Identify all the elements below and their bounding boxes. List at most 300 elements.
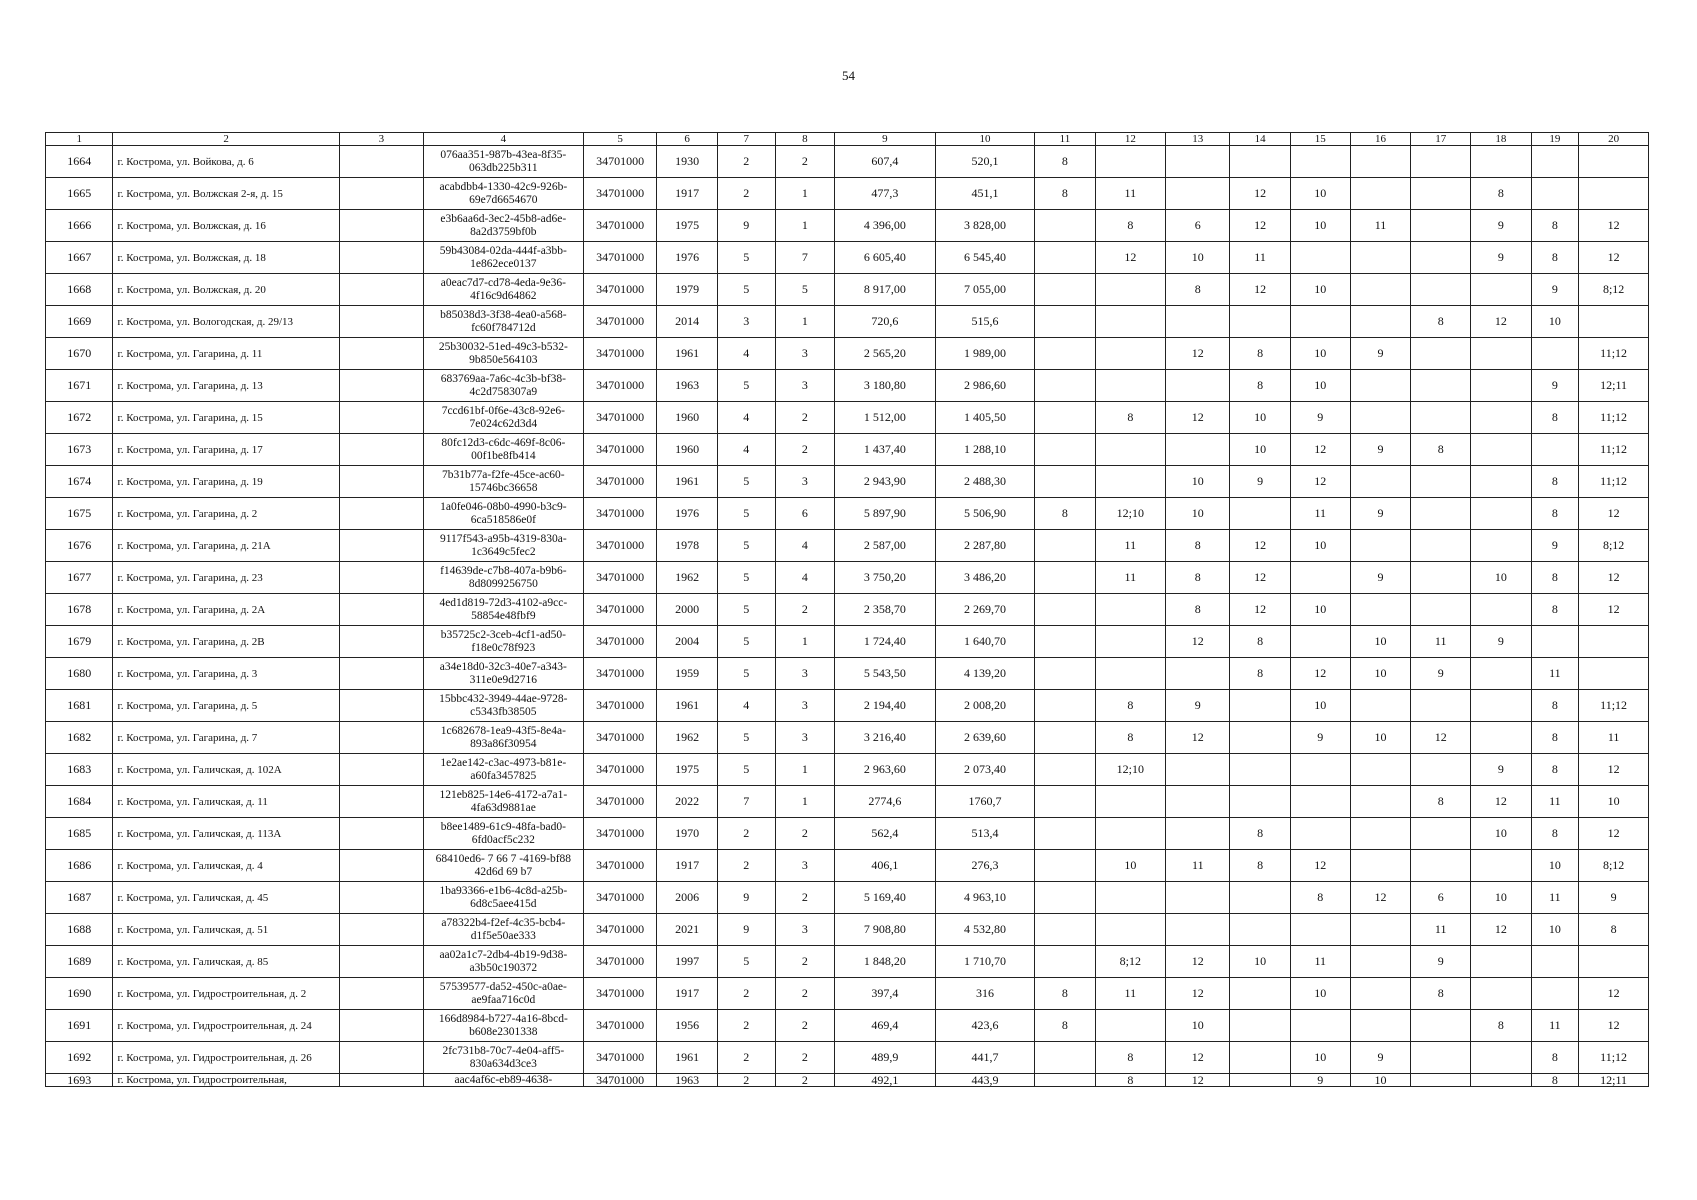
works-year-cell: 9 bbox=[1290, 722, 1350, 754]
works-year-cell: 9 bbox=[1471, 754, 1531, 786]
works-year-cell bbox=[1471, 530, 1531, 562]
works-year-cell: 12 bbox=[1230, 562, 1290, 594]
works-year-cell bbox=[1035, 946, 1095, 978]
oktmo-cell: 34701000 bbox=[583, 978, 657, 1010]
works-year-cell: 10 bbox=[1471, 882, 1531, 914]
works-year-cell bbox=[1166, 658, 1230, 690]
works-year-cell bbox=[1531, 626, 1579, 658]
table-row bbox=[46, 850, 1649, 882]
works-year-cell bbox=[1095, 786, 1166, 818]
works-year-cell bbox=[1350, 754, 1410, 786]
total-area-cell: 3 216,40 bbox=[834, 722, 935, 754]
row-number-cell: 1686 bbox=[46, 850, 113, 882]
entrances-cell: 3 bbox=[775, 722, 834, 754]
row-number-cell: 1691 bbox=[46, 1010, 113, 1042]
works-year-cell bbox=[1350, 978, 1410, 1010]
works-year-cell bbox=[1095, 882, 1166, 914]
works-year-cell bbox=[1095, 1010, 1166, 1042]
entrances-cell: 6 bbox=[775, 498, 834, 530]
total-area-cell: 4 396,00 bbox=[834, 210, 935, 242]
works-year-cell: 8 bbox=[1531, 562, 1579, 594]
entrances-cell: 3 bbox=[775, 658, 834, 690]
empty-cell bbox=[339, 434, 423, 466]
living-area-cell: 4 963,10 bbox=[935, 882, 1035, 914]
living-area-cell: 441,7 bbox=[935, 1042, 1035, 1074]
works-year-cell bbox=[1411, 818, 1471, 850]
year-built-cell: 2014 bbox=[657, 306, 717, 338]
row-number-cell: 1679 bbox=[46, 626, 113, 658]
total-area-cell: 5 169,40 bbox=[834, 882, 935, 914]
column-number-header: 16 bbox=[1350, 133, 1410, 146]
total-area-cell: 5 897,90 bbox=[834, 498, 935, 530]
column-number-header: 14 bbox=[1230, 133, 1290, 146]
address-cell: г. Кострома, ул. Гагарина, д. 2А bbox=[113, 594, 339, 626]
works-year-cell bbox=[1035, 594, 1095, 626]
table-row bbox=[46, 338, 1649, 370]
empty-cell bbox=[339, 242, 423, 274]
works-year-cell: 10 bbox=[1095, 850, 1166, 882]
year-built-cell: 1978 bbox=[657, 530, 717, 562]
fias-guid-cell: aac4af6c-eb89-4638- bbox=[423, 1074, 583, 1087]
floors-cell: 5 bbox=[717, 562, 775, 594]
works-year-cell: 12 bbox=[1290, 434, 1350, 466]
column-number-header: 13 bbox=[1166, 133, 1230, 146]
works-year-cell: 11;12 bbox=[1579, 434, 1649, 466]
floors-cell: 9 bbox=[717, 882, 775, 914]
works-year-cell: 8 bbox=[1531, 242, 1579, 274]
works-year-cell: 8 bbox=[1166, 594, 1230, 626]
works-year-cell: 12 bbox=[1579, 242, 1649, 274]
empty-cell bbox=[339, 818, 423, 850]
year-built-cell: 1997 bbox=[657, 946, 717, 978]
works-year-cell bbox=[1230, 690, 1290, 722]
oktmo-cell: 34701000 bbox=[583, 306, 657, 338]
works-year-cell: 10 bbox=[1290, 370, 1350, 402]
works-year-cell: 10 bbox=[1579, 786, 1649, 818]
address-cell: г. Кострома, ул. Гагарина, д. 7 bbox=[113, 722, 339, 754]
works-year-cell: 10 bbox=[1230, 946, 1290, 978]
living-area-cell: 1 710,70 bbox=[935, 946, 1035, 978]
works-year-cell bbox=[1471, 402, 1531, 434]
year-built-cell: 1960 bbox=[657, 434, 717, 466]
row-number-cell: 1666 bbox=[46, 210, 113, 242]
total-area-cell: 2 963,60 bbox=[834, 754, 935, 786]
works-year-cell bbox=[1350, 402, 1410, 434]
total-area-cell: 3 180,80 bbox=[834, 370, 935, 402]
empty-cell bbox=[339, 562, 423, 594]
works-year-cell: 10 bbox=[1166, 242, 1230, 274]
fias-guid-cell: 2fc731b8-70c7-4e04-aff5-830a634d3ce3 bbox=[423, 1042, 583, 1074]
works-year-cell: 12;11 bbox=[1579, 370, 1649, 402]
column-number-header: 17 bbox=[1411, 133, 1471, 146]
total-area-cell: 1 437,40 bbox=[834, 434, 935, 466]
address-cell: г. Кострома, ул. Волжская 2-я, д. 15 bbox=[113, 178, 339, 210]
works-year-cell: 8 bbox=[1095, 690, 1166, 722]
works-year-cell: 10 bbox=[1290, 530, 1350, 562]
fias-guid-cell: 57539577-da52-450c-a0ae-ae9faa716c0d bbox=[423, 978, 583, 1010]
column-number-header-row bbox=[46, 133, 1649, 146]
year-built-cell: 1917 bbox=[657, 978, 717, 1010]
works-year-cell: 11;12 bbox=[1579, 1042, 1649, 1074]
fias-guid-cell: 9117f543-a95b-4319-830a-1c3649c5fec2 bbox=[423, 530, 583, 562]
floors-cell: 5 bbox=[717, 594, 775, 626]
works-year-cell bbox=[1350, 466, 1410, 498]
column-number-header: 1 bbox=[46, 133, 113, 146]
empty-cell bbox=[339, 786, 423, 818]
year-built-cell: 1963 bbox=[657, 370, 717, 402]
oktmo-cell: 34701000 bbox=[583, 146, 657, 178]
oktmo-cell: 34701000 bbox=[583, 882, 657, 914]
total-area-cell: 607,4 bbox=[834, 146, 935, 178]
empty-cell bbox=[339, 882, 423, 914]
works-year-cell bbox=[1471, 1074, 1531, 1087]
living-area-cell: 6 545,40 bbox=[935, 242, 1035, 274]
works-year-cell bbox=[1290, 146, 1350, 178]
works-year-cell bbox=[1290, 1010, 1350, 1042]
floors-cell: 2 bbox=[717, 146, 775, 178]
address-cell: г. Кострома, ул. Гидростроительная, д. 26 bbox=[113, 1042, 339, 1074]
living-area-cell: 2 986,60 bbox=[935, 370, 1035, 402]
works-year-cell bbox=[1166, 818, 1230, 850]
works-year-cell bbox=[1471, 850, 1531, 882]
floors-cell: 5 bbox=[717, 658, 775, 690]
works-year-cell bbox=[1095, 466, 1166, 498]
works-year-cell: 10 bbox=[1166, 1010, 1230, 1042]
row-number-cell: 1664 bbox=[46, 146, 113, 178]
address-cell: г. Кострома, ул. Галичская, д. 113А bbox=[113, 818, 339, 850]
works-year-cell bbox=[1035, 722, 1095, 754]
address-cell: г. Кострома, ул. Гагарина, д. 2 bbox=[113, 498, 339, 530]
works-year-cell: 10 bbox=[1290, 210, 1350, 242]
entrances-cell: 3 bbox=[775, 850, 834, 882]
row-number-cell: 1692 bbox=[46, 1042, 113, 1074]
table-row bbox=[46, 594, 1649, 626]
row-number-cell: 1668 bbox=[46, 274, 113, 306]
table-row bbox=[46, 1074, 1649, 1087]
living-area-cell: 316 bbox=[935, 978, 1035, 1010]
works-year-cell bbox=[1035, 306, 1095, 338]
address-cell: г. Кострома, ул. Волжская, д. 18 bbox=[113, 242, 339, 274]
total-area-cell: 2 194,40 bbox=[834, 690, 935, 722]
works-year-cell: 10 bbox=[1350, 626, 1410, 658]
works-year-cell bbox=[1471, 946, 1531, 978]
works-year-cell bbox=[1095, 594, 1166, 626]
living-area-cell: 515,6 bbox=[935, 306, 1035, 338]
works-year-cell: 9 bbox=[1350, 434, 1410, 466]
living-area-cell: 2 269,70 bbox=[935, 594, 1035, 626]
empty-cell bbox=[339, 530, 423, 562]
works-year-cell: 8 bbox=[1035, 178, 1095, 210]
works-year-cell: 8 bbox=[1095, 1042, 1166, 1074]
works-year-cell: 12 bbox=[1579, 754, 1649, 786]
works-year-cell: 10 bbox=[1290, 274, 1350, 306]
fias-guid-cell: f14639de-c7b8-407a-b9b6-8d8099256750 bbox=[423, 562, 583, 594]
living-area-cell: 2 073,40 bbox=[935, 754, 1035, 786]
works-year-cell bbox=[1471, 274, 1531, 306]
works-year-cell bbox=[1290, 562, 1350, 594]
works-year-cell: 12 bbox=[1166, 402, 1230, 434]
works-year-cell bbox=[1411, 754, 1471, 786]
works-year-cell bbox=[1095, 914, 1166, 946]
row-number-cell: 1671 bbox=[46, 370, 113, 402]
works-year-cell bbox=[1471, 690, 1531, 722]
fias-guid-cell: 68410ed6- 7 66 7 -4169-bf88 42d6d 69 b7 bbox=[423, 850, 583, 882]
floors-cell: 9 bbox=[717, 914, 775, 946]
works-year-cell: 9 bbox=[1350, 1042, 1410, 1074]
works-year-cell bbox=[1166, 786, 1230, 818]
works-year-cell: 8 bbox=[1095, 210, 1166, 242]
year-built-cell: 1970 bbox=[657, 818, 717, 850]
entrances-cell: 3 bbox=[775, 690, 834, 722]
entrances-cell: 1 bbox=[775, 178, 834, 210]
works-year-cell bbox=[1411, 530, 1471, 562]
year-built-cell: 2004 bbox=[657, 626, 717, 658]
works-year-cell: 10 bbox=[1166, 498, 1230, 530]
works-year-cell bbox=[1095, 658, 1166, 690]
oktmo-cell: 34701000 bbox=[583, 242, 657, 274]
living-area-cell: 2 488,30 bbox=[935, 466, 1035, 498]
entrances-cell: 3 bbox=[775, 338, 834, 370]
works-year-cell bbox=[1095, 818, 1166, 850]
works-year-cell bbox=[1290, 306, 1350, 338]
works-year-cell bbox=[1290, 786, 1350, 818]
living-area-cell: 513,4 bbox=[935, 818, 1035, 850]
row-number-cell: 1669 bbox=[46, 306, 113, 338]
works-year-cell: 8 bbox=[1095, 402, 1166, 434]
row-number-cell: 1682 bbox=[46, 722, 113, 754]
oktmo-cell: 34701000 bbox=[583, 178, 657, 210]
works-year-cell: 8 bbox=[1230, 658, 1290, 690]
works-year-cell bbox=[1350, 530, 1410, 562]
year-built-cell: 1961 bbox=[657, 1042, 717, 1074]
oktmo-cell: 34701000 bbox=[583, 658, 657, 690]
row-number-cell: 1670 bbox=[46, 338, 113, 370]
works-year-cell: 12 bbox=[1350, 882, 1410, 914]
floors-cell: 5 bbox=[717, 466, 775, 498]
works-year-cell: 12 bbox=[1579, 978, 1649, 1010]
works-year-cell bbox=[1579, 178, 1649, 210]
column-number-header: 15 bbox=[1290, 133, 1350, 146]
floors-cell: 4 bbox=[717, 402, 775, 434]
works-year-cell: 8 bbox=[1471, 1010, 1531, 1042]
table-row bbox=[46, 562, 1649, 594]
table-row bbox=[46, 370, 1649, 402]
floors-cell: 5 bbox=[717, 370, 775, 402]
works-year-cell: 11 bbox=[1350, 210, 1410, 242]
works-year-cell: 8;12 bbox=[1579, 850, 1649, 882]
works-year-cell: 12 bbox=[1230, 274, 1290, 306]
works-year-cell: 9 bbox=[1166, 690, 1230, 722]
works-year-cell bbox=[1166, 306, 1230, 338]
works-year-cell bbox=[1411, 594, 1471, 626]
living-area-cell: 3 486,20 bbox=[935, 562, 1035, 594]
year-built-cell: 1960 bbox=[657, 402, 717, 434]
empty-cell bbox=[339, 1074, 423, 1087]
oktmo-cell: 34701000 bbox=[583, 1042, 657, 1074]
address-cell: г. Кострома, ул. Гагарина, д. 23 bbox=[113, 562, 339, 594]
oktmo-cell: 34701000 bbox=[583, 338, 657, 370]
row-number-cell: 1681 bbox=[46, 690, 113, 722]
address-cell: г. Кострома, ул. Войкова, д. 6 bbox=[113, 146, 339, 178]
works-year-cell bbox=[1411, 690, 1471, 722]
total-area-cell: 2774,6 bbox=[834, 786, 935, 818]
year-built-cell: 1975 bbox=[657, 210, 717, 242]
works-year-cell: 8 bbox=[1579, 914, 1649, 946]
address-cell: г. Кострома, ул. Гагарина, д. 11 bbox=[113, 338, 339, 370]
works-year-cell bbox=[1579, 146, 1649, 178]
year-built-cell: 1975 bbox=[657, 754, 717, 786]
works-year-cell: 10 bbox=[1531, 850, 1579, 882]
works-year-cell: 10 bbox=[1290, 978, 1350, 1010]
year-built-cell: 2006 bbox=[657, 882, 717, 914]
empty-cell bbox=[339, 498, 423, 530]
works-year-cell: 10 bbox=[1290, 338, 1350, 370]
table-row bbox=[46, 818, 1649, 850]
works-year-cell bbox=[1230, 722, 1290, 754]
works-year-cell bbox=[1411, 370, 1471, 402]
works-year-cell: 8 bbox=[1411, 434, 1471, 466]
empty-cell bbox=[339, 402, 423, 434]
oktmo-cell: 34701000 bbox=[583, 274, 657, 306]
works-year-cell bbox=[1411, 338, 1471, 370]
works-year-cell: 12 bbox=[1290, 850, 1350, 882]
oktmo-cell: 34701000 bbox=[583, 818, 657, 850]
works-year-cell bbox=[1471, 658, 1531, 690]
oktmo-cell: 34701000 bbox=[583, 1010, 657, 1042]
total-area-cell: 3 750,20 bbox=[834, 562, 935, 594]
works-year-cell: 11 bbox=[1531, 786, 1579, 818]
total-area-cell: 406,1 bbox=[834, 850, 935, 882]
works-year-cell: 8 bbox=[1411, 786, 1471, 818]
works-year-cell bbox=[1350, 818, 1410, 850]
fias-guid-cell: acabdbb4-1330-42c9-926b-69e7d6654670 bbox=[423, 178, 583, 210]
works-year-cell bbox=[1166, 146, 1230, 178]
total-area-cell: 562,4 bbox=[834, 818, 935, 850]
entrances-cell: 2 bbox=[775, 978, 834, 1010]
works-year-cell bbox=[1035, 466, 1095, 498]
column-number-header: 3 bbox=[339, 133, 423, 146]
table-row bbox=[46, 690, 1649, 722]
floors-cell: 5 bbox=[717, 530, 775, 562]
entrances-cell: 2 bbox=[775, 1010, 834, 1042]
works-year-cell: 8 bbox=[1035, 146, 1095, 178]
year-built-cell: 1961 bbox=[657, 690, 717, 722]
works-year-cell: 12 bbox=[1230, 594, 1290, 626]
total-area-cell: 2 358,70 bbox=[834, 594, 935, 626]
column-number-header: 20 bbox=[1579, 133, 1649, 146]
works-year-cell bbox=[1471, 338, 1531, 370]
works-year-cell bbox=[1471, 978, 1531, 1010]
works-year-cell: 9 bbox=[1230, 466, 1290, 498]
entrances-cell: 2 bbox=[775, 594, 834, 626]
column-number-header: 19 bbox=[1531, 133, 1579, 146]
works-year-cell bbox=[1579, 658, 1649, 690]
total-area-cell: 1 512,00 bbox=[834, 402, 935, 434]
entrances-cell: 2 bbox=[775, 882, 834, 914]
oktmo-cell: 34701000 bbox=[583, 754, 657, 786]
table-row bbox=[46, 1042, 1649, 1074]
works-year-cell: 11 bbox=[1411, 626, 1471, 658]
works-year-cell bbox=[1290, 626, 1350, 658]
year-built-cell: 1961 bbox=[657, 338, 717, 370]
works-year-cell bbox=[1095, 434, 1166, 466]
works-year-cell bbox=[1035, 338, 1095, 370]
entrances-cell: 1 bbox=[775, 626, 834, 658]
works-year-cell: 11;12 bbox=[1579, 466, 1649, 498]
works-year-cell: 6 bbox=[1411, 882, 1471, 914]
works-year-cell bbox=[1166, 434, 1230, 466]
empty-cell bbox=[339, 370, 423, 402]
works-year-cell: 10 bbox=[1290, 178, 1350, 210]
works-year-cell bbox=[1035, 530, 1095, 562]
entrances-cell: 2 bbox=[775, 434, 834, 466]
works-year-cell: 8 bbox=[1230, 818, 1290, 850]
works-year-cell: 8 bbox=[1531, 594, 1579, 626]
works-year-cell bbox=[1471, 1042, 1531, 1074]
works-year-cell: 12 bbox=[1579, 818, 1649, 850]
floors-cell: 5 bbox=[717, 498, 775, 530]
works-year-cell bbox=[1035, 370, 1095, 402]
floors-cell: 2 bbox=[717, 978, 775, 1010]
works-year-cell: 12 bbox=[1411, 722, 1471, 754]
column-number-header: 7 bbox=[717, 133, 775, 146]
works-year-cell: 10 bbox=[1531, 306, 1579, 338]
total-area-cell: 477,3 bbox=[834, 178, 935, 210]
works-year-cell: 11;12 bbox=[1579, 690, 1649, 722]
column-number-header: 9 bbox=[834, 133, 935, 146]
works-year-cell bbox=[1471, 594, 1531, 626]
works-year-cell bbox=[1411, 242, 1471, 274]
works-year-cell bbox=[1471, 466, 1531, 498]
entrances-cell: 1 bbox=[775, 306, 834, 338]
works-year-cell bbox=[1035, 402, 1095, 434]
works-year-cell bbox=[1230, 754, 1290, 786]
entrances-cell: 3 bbox=[775, 914, 834, 946]
works-year-cell: 8 bbox=[1035, 978, 1095, 1010]
works-year-cell: 12 bbox=[1579, 594, 1649, 626]
address-cell: г. Кострома, ул. Гидростроительная, д. 24 bbox=[113, 1010, 339, 1042]
table-row bbox=[46, 882, 1649, 914]
empty-cell bbox=[339, 210, 423, 242]
works-year-cell: 12 bbox=[1230, 530, 1290, 562]
empty-cell bbox=[339, 722, 423, 754]
entrances-cell: 1 bbox=[775, 786, 834, 818]
works-year-cell bbox=[1035, 1042, 1095, 1074]
works-year-cell bbox=[1531, 434, 1579, 466]
year-built-cell: 1976 bbox=[657, 498, 717, 530]
fias-guid-cell: aa02a1c7-2db4-4b19-9d38-a3b50c190372 bbox=[423, 946, 583, 978]
works-year-cell: 11 bbox=[1095, 178, 1166, 210]
year-built-cell: 2021 bbox=[657, 914, 717, 946]
living-area-cell: 443,9 bbox=[935, 1074, 1035, 1087]
floors-cell: 4 bbox=[717, 338, 775, 370]
works-year-cell bbox=[1290, 914, 1350, 946]
works-year-cell bbox=[1095, 306, 1166, 338]
year-built-cell: 1962 bbox=[657, 562, 717, 594]
works-year-cell bbox=[1230, 978, 1290, 1010]
table-row bbox=[46, 658, 1649, 690]
works-year-cell bbox=[1350, 690, 1410, 722]
works-year-cell: 10 bbox=[1350, 658, 1410, 690]
works-year-cell bbox=[1230, 914, 1290, 946]
works-year-cell bbox=[1035, 434, 1095, 466]
works-year-cell: 12 bbox=[1579, 562, 1649, 594]
works-year-cell: 8;12 bbox=[1579, 530, 1649, 562]
works-year-cell: 8 bbox=[1095, 1074, 1166, 1087]
row-number-cell: 1690 bbox=[46, 978, 113, 1010]
works-year-cell: 10 bbox=[1350, 722, 1410, 754]
year-built-cell: 1976 bbox=[657, 242, 717, 274]
